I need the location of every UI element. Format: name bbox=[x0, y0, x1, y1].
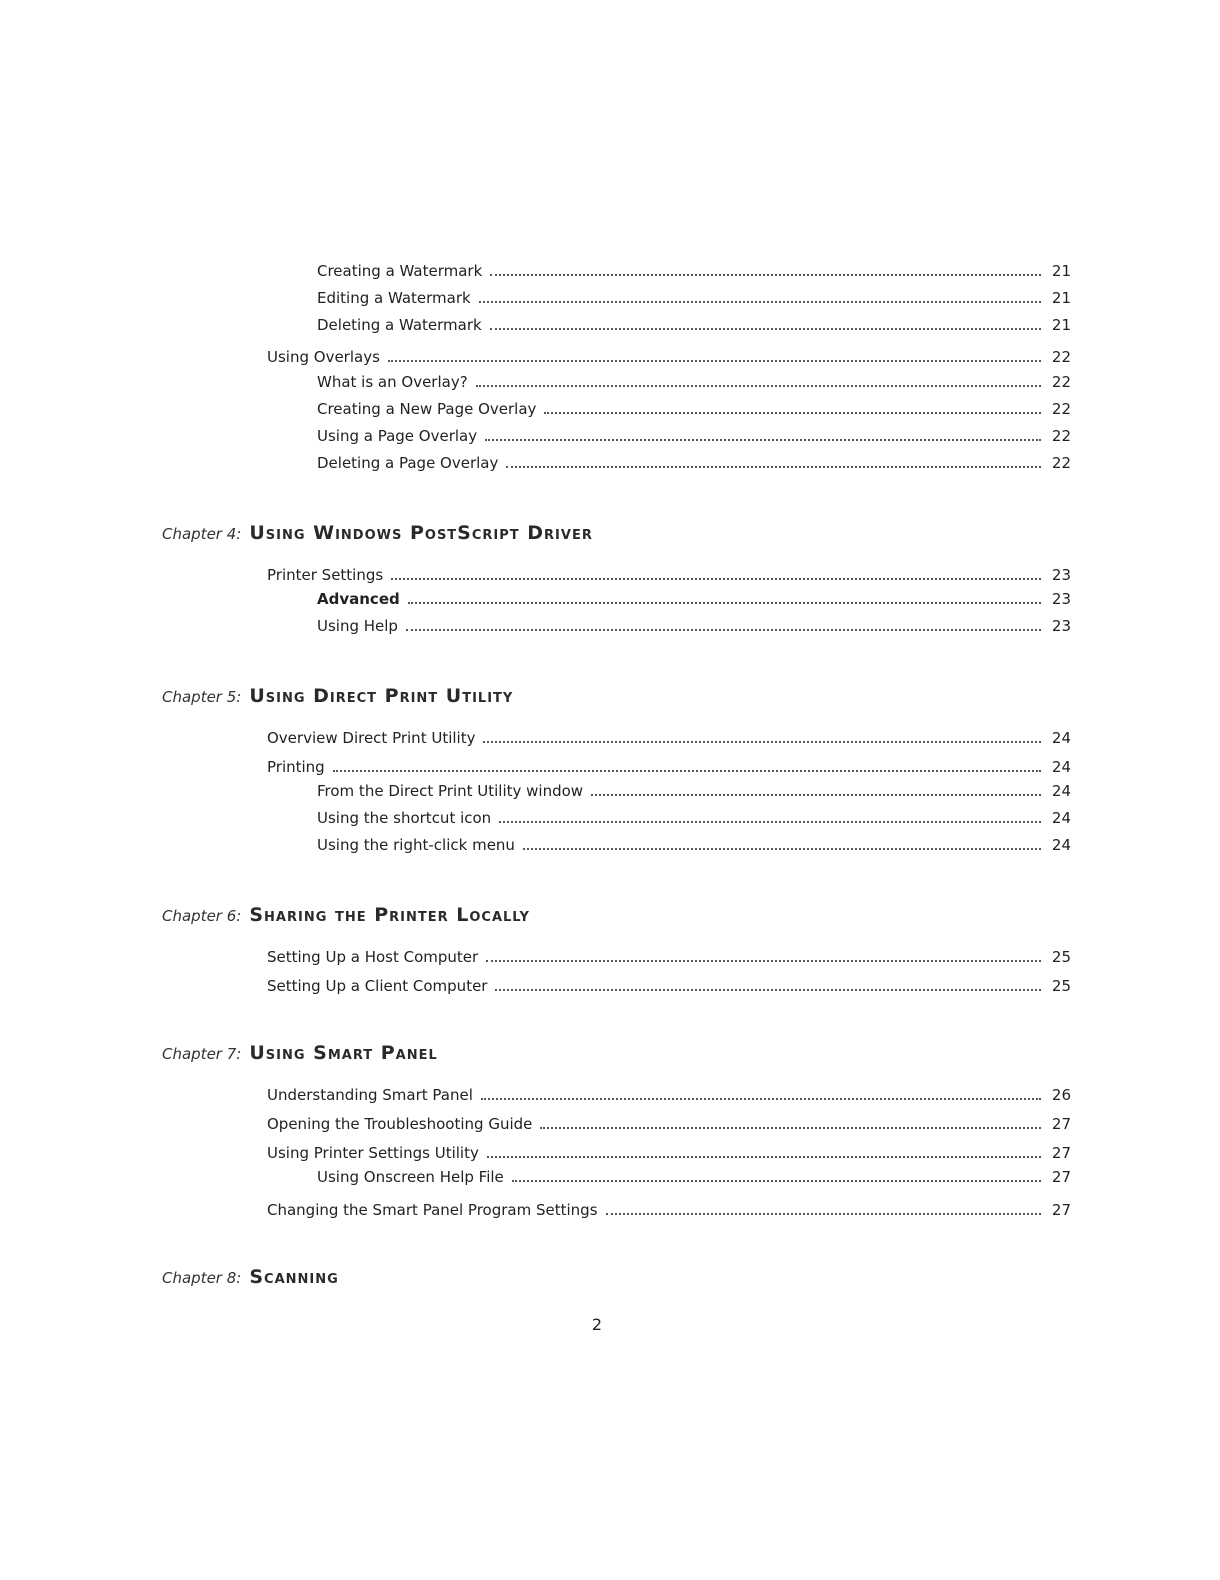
toc-entry-page: 22 bbox=[1051, 373, 1071, 391]
chapter-label: Chapter 8: bbox=[162, 1269, 242, 1287]
toc-entry-overview-dpu[interactable] bbox=[267, 728, 1071, 748]
toc-entry-page: 24 bbox=[1051, 782, 1071, 800]
toc-entry-troubleshooting-guide[interactable] bbox=[267, 1114, 1071, 1134]
toc-entry-label: Using Help bbox=[317, 617, 398, 635]
toc-entry-label: Creating a New Page Overlay bbox=[317, 400, 537, 418]
chapter-7-heading[interactable] bbox=[162, 1042, 438, 1064]
dot-leader bbox=[490, 274, 1041, 276]
toc-entry-label: Printer Settings bbox=[267, 566, 384, 584]
toc-entry-label: Deleting a Watermark bbox=[317, 316, 482, 334]
dot-leader bbox=[544, 412, 1041, 414]
toc-entry-using-overlays[interactable] bbox=[267, 347, 1071, 367]
chapter-label: Chapter 5: bbox=[162, 688, 242, 706]
toc-entry-what-is-overlay[interactable] bbox=[317, 372, 1071, 392]
toc-entry-page: 23 bbox=[1051, 590, 1071, 608]
dot-leader bbox=[333, 770, 1041, 772]
toc-entry-label: Using a Page Overlay bbox=[317, 427, 478, 445]
dot-leader bbox=[540, 1127, 1041, 1129]
toc-entry-editing-watermark[interactable] bbox=[317, 288, 1071, 308]
toc-entry-page: 23 bbox=[1051, 566, 1071, 584]
chapter-6-heading[interactable] bbox=[162, 904, 530, 926]
dot-leader bbox=[490, 328, 1041, 330]
toc-entry-advanced[interactable] bbox=[317, 589, 1071, 609]
toc-entry-label: Editing a Watermark bbox=[317, 289, 471, 307]
dot-leader bbox=[485, 439, 1041, 441]
toc-entry-page: 21 bbox=[1051, 289, 1071, 307]
toc-entry-label: Using the shortcut icon bbox=[317, 809, 492, 827]
dot-leader bbox=[479, 301, 1041, 303]
toc-entry-page: 21 bbox=[1051, 316, 1071, 334]
chapter-label: Chapter 6: bbox=[162, 907, 242, 925]
chapter-title: Using Direct Print Utility bbox=[249, 685, 514, 707]
toc-entry-host-computer[interactable] bbox=[267, 947, 1071, 967]
chapter-5-heading[interactable] bbox=[162, 685, 513, 707]
dot-leader bbox=[408, 602, 1041, 604]
toc-entry-program-settings[interactable] bbox=[267, 1200, 1071, 1220]
chapter-title: Scanning bbox=[249, 1266, 339, 1288]
dot-leader bbox=[523, 848, 1041, 850]
toc-entry-label: Understanding Smart Panel bbox=[267, 1086, 473, 1104]
chapter-label: Chapter 4: bbox=[162, 525, 242, 543]
toc-entry-page: 24 bbox=[1051, 729, 1071, 747]
toc-entry-label: Overview Direct Print Utility bbox=[267, 729, 476, 747]
toc-entry-using-page-overlay[interactable] bbox=[317, 426, 1071, 446]
toc-entry-using-help[interactable] bbox=[317, 616, 1071, 636]
toc-entry-creating-watermark[interactable] bbox=[317, 261, 1071, 281]
toc-entry-page: 22 bbox=[1051, 454, 1071, 472]
dot-leader bbox=[591, 794, 1041, 796]
toc-entry-label: Advanced bbox=[317, 590, 400, 608]
dot-leader bbox=[388, 360, 1041, 362]
toc-entry-deleting-page-overlay[interactable] bbox=[317, 453, 1071, 473]
toc-entry-page: 27 bbox=[1051, 1115, 1071, 1133]
chapter-title: Using Windows PostScript Driver bbox=[249, 522, 593, 544]
toc-entry-printer-settings-utility[interactable] bbox=[267, 1143, 1071, 1163]
toc-entry-page: 27 bbox=[1051, 1144, 1071, 1162]
dot-leader bbox=[512, 1180, 1041, 1182]
toc-entry-label: Setting Up a Client Computer bbox=[267, 977, 488, 995]
toc-entry-label: Using Overlays bbox=[267, 348, 380, 366]
dot-leader bbox=[487, 1156, 1041, 1158]
toc-entry-printer-settings[interactable] bbox=[267, 565, 1071, 585]
toc-entry-label: Using Onscreen Help File bbox=[317, 1168, 504, 1186]
dot-leader bbox=[391, 578, 1041, 580]
toc-entry-page: 23 bbox=[1051, 617, 1071, 635]
dot-leader bbox=[486, 960, 1041, 962]
toc-entry-label: Deleting a Page Overlay bbox=[317, 454, 499, 472]
chapter-title: Sharing the Printer Locally bbox=[249, 904, 530, 926]
toc-entry-page: 22 bbox=[1051, 348, 1071, 366]
toc-entry-page: 25 bbox=[1051, 977, 1071, 995]
chapter-8-heading[interactable] bbox=[162, 1266, 339, 1288]
toc-entry-label: Changing the Smart Panel Program Settings bbox=[267, 1201, 598, 1219]
toc-entry-page: 25 bbox=[1051, 948, 1071, 966]
toc-entry-from-dpu-window[interactable] bbox=[317, 781, 1071, 801]
toc-entry-printing[interactable] bbox=[267, 757, 1071, 777]
dot-leader bbox=[481, 1098, 1041, 1100]
toc-entry-page: 22 bbox=[1051, 427, 1071, 445]
toc-entry-page: 24 bbox=[1051, 836, 1071, 854]
toc-entry-page: 24 bbox=[1051, 809, 1071, 827]
toc-entry-label: From the Direct Print Utility window bbox=[317, 782, 584, 800]
toc-entry-deleting-watermark[interactable] bbox=[317, 315, 1071, 335]
toc-entry-label: Creating a Watermark bbox=[317, 262, 483, 280]
toc-entry-label: Setting Up a Host Computer bbox=[267, 948, 479, 966]
chapter-4-heading[interactable] bbox=[162, 522, 593, 544]
dot-leader bbox=[483, 741, 1041, 743]
toc-entry-creating-page-overlay[interactable] bbox=[317, 399, 1071, 419]
page-number: 2 bbox=[591, 1315, 603, 1334]
dot-leader bbox=[499, 821, 1041, 823]
toc-entry-right-click-menu[interactable] bbox=[317, 835, 1071, 855]
dot-leader bbox=[506, 466, 1041, 468]
toc-entry-client-computer[interactable] bbox=[267, 976, 1071, 996]
toc-entry-page: 26 bbox=[1051, 1086, 1071, 1104]
toc-entry-label: Using the right-click menu bbox=[317, 836, 515, 854]
toc-entry-page: 21 bbox=[1051, 262, 1071, 280]
toc-entry-page: 22 bbox=[1051, 400, 1071, 418]
toc-entry-page: 24 bbox=[1051, 758, 1071, 776]
dot-leader bbox=[476, 385, 1041, 387]
toc-entry-onscreen-help[interactable] bbox=[317, 1167, 1071, 1187]
toc-entry-label: What is an Overlay? bbox=[317, 373, 468, 391]
chapter-label: Chapter 7: bbox=[162, 1045, 242, 1063]
toc-entry-understanding-smart-panel[interactable] bbox=[267, 1085, 1071, 1105]
toc-entry-label: Opening the Troubleshooting Guide bbox=[267, 1115, 533, 1133]
chapter-title: Using Smart Panel bbox=[249, 1042, 438, 1064]
toc-entry-shortcut-icon[interactable] bbox=[317, 808, 1071, 828]
dot-leader bbox=[406, 629, 1041, 631]
dot-leader bbox=[606, 1213, 1041, 1215]
dot-leader bbox=[495, 989, 1041, 991]
toc-entry-page: 27 bbox=[1051, 1201, 1071, 1219]
toc-entry-page: 27 bbox=[1051, 1168, 1071, 1186]
toc-entry-label: Printing bbox=[267, 758, 325, 776]
toc-entry-label: Using Printer Settings Utility bbox=[267, 1144, 479, 1162]
